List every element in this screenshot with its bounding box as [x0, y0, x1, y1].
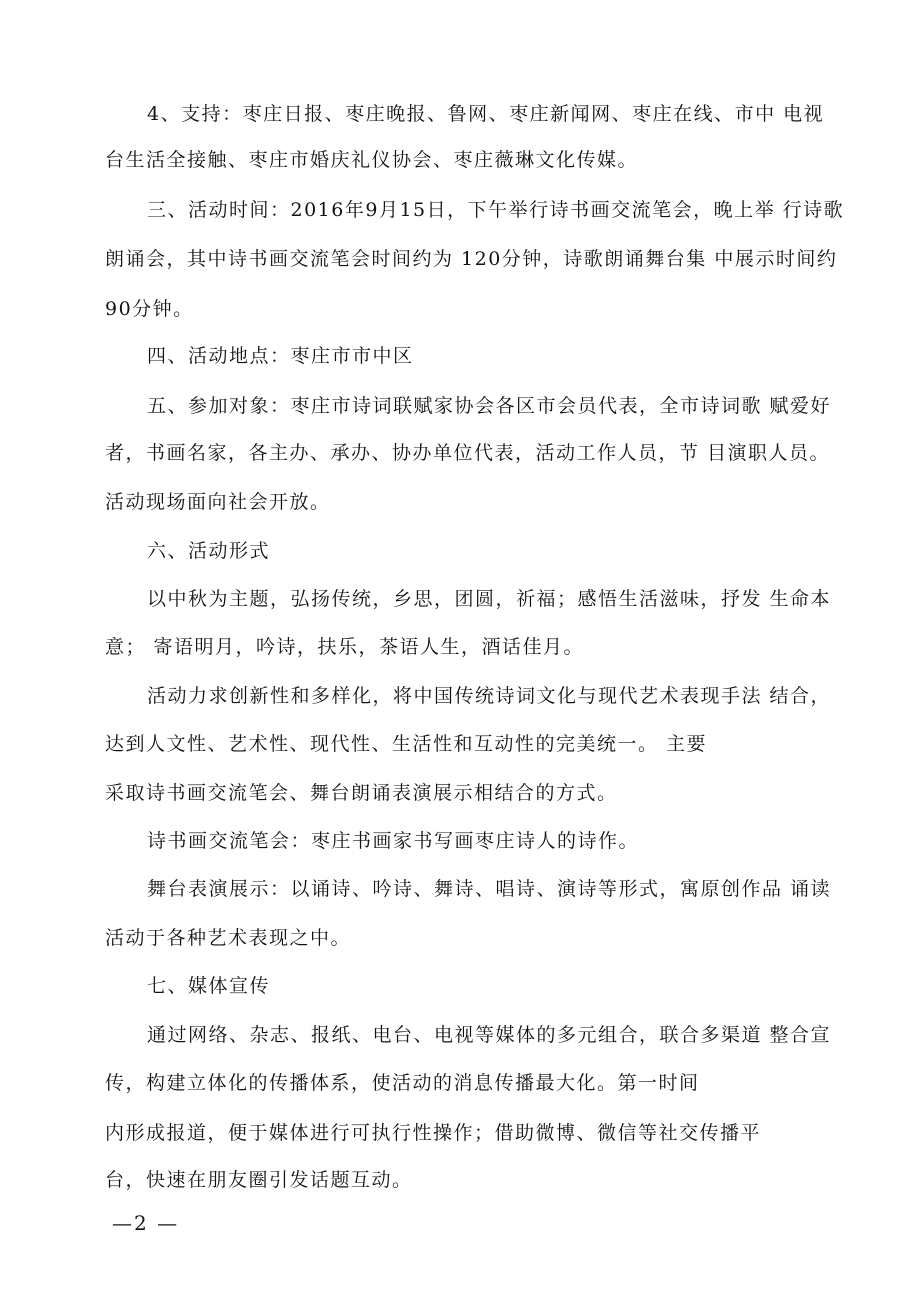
- paragraph-line: 诗书画交流笔会：枣庄书画家书写画枣庄诗人的诗作。: [147, 830, 640, 852]
- paragraph-line: 台生活全接触、枣庄市婚庆礼仪协会、枣庄薇琳文化传媒。: [105, 149, 639, 171]
- paragraph-line: 活动现场面向社会开放。: [105, 491, 331, 513]
- paragraph-line: 三、活动时间：2016年9月15日，下午举行诗书画交流笔会，晚上举 行诗歌: [147, 199, 845, 221]
- paragraph-line: 采取诗书画交流笔会、舞台朗诵表演展示相结合的方式。: [105, 782, 618, 804]
- section-heading: 六、活动形式: [147, 540, 271, 562]
- paragraph-line: 台，快速在朋友圈引发话题互动。: [105, 1169, 413, 1191]
- paragraph-line: 传，构建立体化的传播体系，使活动的消息传播最大化。第一时间: [105, 1072, 700, 1094]
- page-number: —2 —: [112, 1211, 180, 1235]
- paragraph-line: 4、支持：枣庄日报、枣庄晚报、鲁网、枣庄新闻网、枣庄在线、市中 电视: [147, 103, 825, 125]
- paragraph-line: 者，书画名家，各主办、承办、协办单位代表，活动工作人员，节 目演职人员。: [105, 442, 831, 464]
- section-heading: 七、媒体宣传: [147, 975, 271, 997]
- paragraph-line: 内形成报道，便于媒体进行可执行性操作；借助微博、微信等社交传播平: [105, 1122, 762, 1144]
- paragraph-line: 活动力求创新性和多样化，将中国传统诗词文化与现代艺术表现手法 结合，: [147, 685, 832, 707]
- section-heading: 四、活动地点：枣庄市市中区: [147, 345, 414, 367]
- paragraph-line: 达到人文性、艺术性、现代性、生活性和互动性的完美统一。 主要: [105, 733, 708, 755]
- paragraph-line: 活动于各种艺术表现之中。: [105, 927, 352, 949]
- paragraph-line: 舞台表演展示：以诵诗、吟诗、舞诗、唱诗、演诗等形式，寓原创作品 诵读: [147, 878, 832, 900]
- paragraph-line: 90分钟。: [105, 298, 194, 320]
- paragraph-line: 意； 寄语明月，吟诗，扶乐，茶语人生，酒话佳月。: [105, 636, 585, 658]
- paragraph-line: 以中秋为主题，弘扬传统，乡思，团圆，祈福；感悟生活滋味，抒发 生命本: [147, 588, 832, 610]
- paragraph-line: 五、参加对象：枣庄市诗词联赋家协会各区市会员代表，全市诗词歌 赋爱好: [147, 395, 832, 417]
- paragraph-line: 通过网络、杂志、报纸、电台、电视等媒体的多元组合，联合多渠道 整合宣: [147, 1024, 832, 1046]
- paragraph-line: 朗诵会，其中诗书画交流笔会时间约为 120分钟，诗歌朗诵舞台集 中展示时间约: [105, 248, 838, 270]
